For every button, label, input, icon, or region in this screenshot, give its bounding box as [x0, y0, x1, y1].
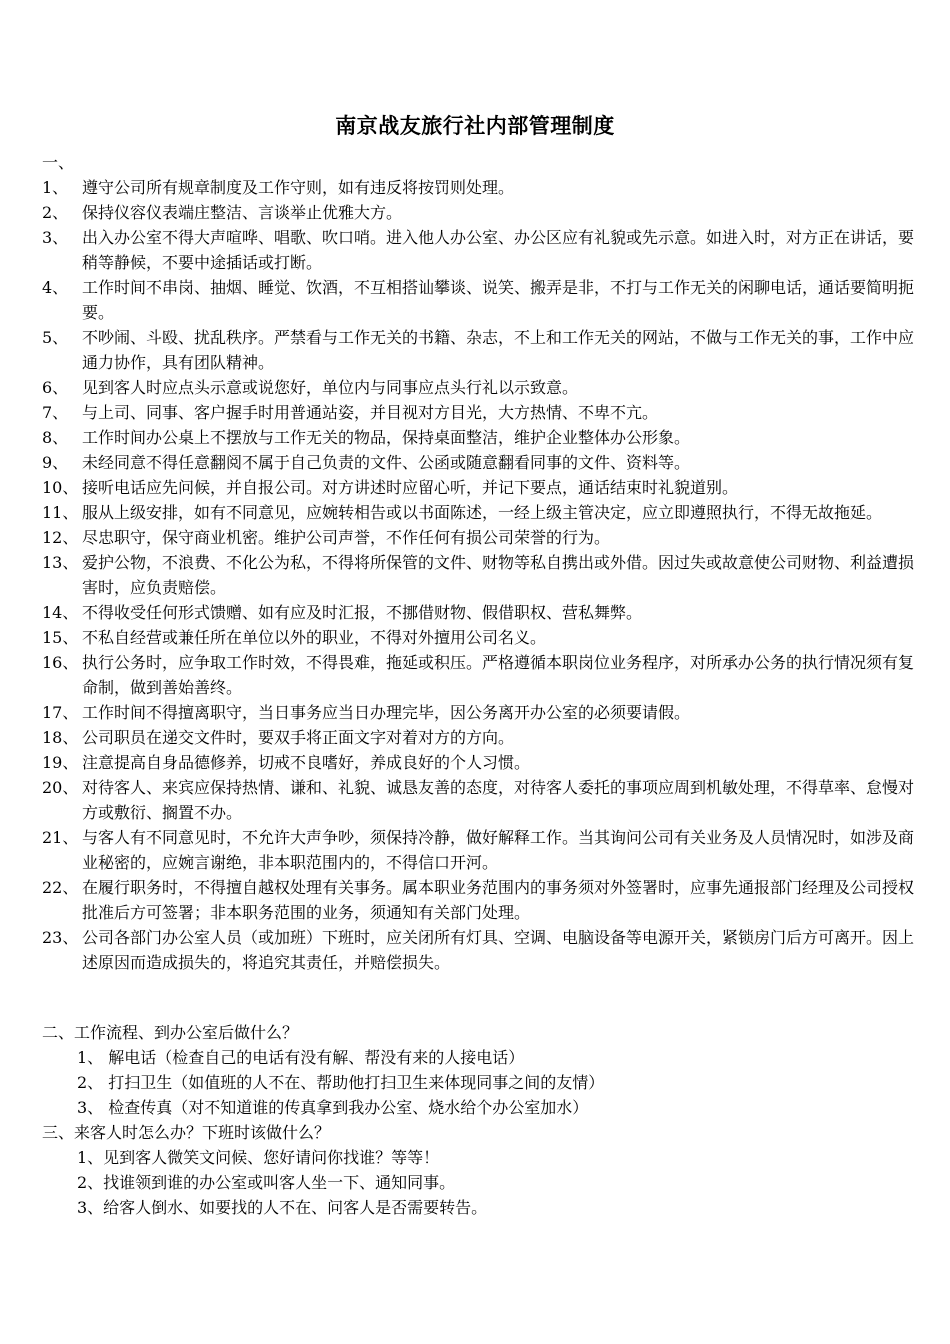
- rule-item: [42, 175, 922, 200]
- rule-text: 与上司、同事、客户握手时用普通站姿，并目视对方目光，大方热情、不卑不亢。: [82, 403, 659, 422]
- rule-item: [42, 700, 922, 725]
- rule-item: [42, 825, 922, 875]
- rule-item: [42, 375, 922, 400]
- rule-text: 公司各部门办公室人员（或加班）下班时，应关闭所有灯具、空调、电脑设备等电源开关，紧锁房门后方可离开。因上述原因而造成损失的，将追究其责任，并赔偿损失。: [82, 928, 915, 972]
- workflow-item: 1、 解电话（检查自己的电话有没有解、帮没有来的人接电话）: [77, 1048, 525, 1067]
- rule-number: 12、: [42, 528, 79, 547]
- rule-text: 未经同意不得任意翻阅不属于自己负责的文件、公函或随意翻看同事的文件、资料等。: [82, 453, 691, 472]
- rule-item: [42, 425, 922, 450]
- rule-number: 14、: [42, 603, 79, 622]
- rule-text: 执行公务时，应争取工作时效，不得畏难，拖延或积压。严格遵循本职岗位业务程序，对所承办公务的执行情况须有复命制，做到善始善终。: [82, 653, 915, 697]
- rule-text: 注意提高自身品德修养，切戒不良嗜好，养成良好的个人习惯。: [82, 753, 531, 772]
- rule-item: [42, 525, 922, 550]
- rule-text: 遵守公司所有规章制度及工作守则，如有违反将按罚则处理。: [82, 178, 515, 197]
- rule-number: 3、: [42, 228, 69, 247]
- rule-number: 4、: [42, 278, 69, 297]
- guest-item: 3、给客人倒水、如要找的人不在、问客人是否需要转告。: [77, 1198, 488, 1217]
- rule-number: 17、: [42, 703, 79, 722]
- rule-text: 公司职员在递交文件时，要双手将正面文字对着对方的方向。: [82, 728, 515, 747]
- rule-number: 7、: [42, 403, 69, 422]
- rule-text: 工作时间不串岗、抽烟、睡觉、饮酒，不互相搭讪攀谈、说笑、搬弄是非，不打与工作无关的闲聊电话，通话要简明扼要。: [82, 278, 915, 322]
- rule-item: [42, 875, 922, 925]
- rule-text: 不得收受任何形式馈赠、如有应及时汇报，不挪借财物、假借职权、营私舞弊。: [82, 603, 643, 622]
- rule-number: 11、: [42, 503, 79, 522]
- rule-item: [42, 200, 922, 225]
- section-rules: [42, 150, 922, 975]
- section-heading: 一、: [42, 153, 75, 172]
- section-heading: 三、来客人时怎么办？下班时该做什么？: [42, 1123, 331, 1142]
- rule-text: 接听电话应先问候，并自报公司。对方讲述时应留心听，并记下要点，通话结束时礼貌道别。: [82, 478, 739, 497]
- rule-text: 工作时间不得擅离职守，当日事务应当日办理完毕，因公务离开办公室的必须要请假。: [82, 703, 691, 722]
- rule-text: 服从上级安排，如有不同意见，应婉转相告或以书面陈述，一经上级主管决定，应立即遵照执行，不得无故拖延。: [82, 503, 883, 522]
- rule-text: 见到客人时应点头示意或说您好，单位内与同事应点头行礼以示致意。: [82, 378, 579, 397]
- guest-item: 1、见到客人微笑文问候、您好请问你找谁？等等！: [77, 1148, 440, 1167]
- rule-number: 22、: [42, 878, 79, 897]
- rule-item: [42, 275, 922, 325]
- rule-item: [42, 500, 922, 525]
- rule-item: [42, 225, 922, 275]
- document-title: 南京战友旅行社内部管理制度: [335, 113, 615, 138]
- rule-text: 在履行职务时，不得擅自越权处理有关事务。属本职业务范围内的事务须对外签署时，应事先通报部门经理及公司授权批准后方可签署；非本职务范围的业务，须通知有关部门处理。: [82, 878, 915, 922]
- rule-item: [42, 550, 922, 600]
- rule-item: [42, 450, 922, 475]
- rule-number: 13、: [42, 553, 79, 572]
- rule-number: 8、: [42, 428, 69, 447]
- rule-item: [42, 600, 922, 625]
- rule-number: 19、: [42, 753, 79, 772]
- rule-item: [42, 775, 922, 825]
- rule-text: 爱护公物，不浪费、不化公为私，不得将所保管的文件、财物等私自携出或外借。因过失或故意使公司财物、利益遭损害时，应负责赔偿。: [82, 553, 915, 597]
- guest-item: 2、找谁领到谁的办公室或叫客人坐一下、通知同事。: [77, 1173, 456, 1192]
- workflow-item: 2、 打扫卫生（如值班的人不在、帮助他打扫卫生来体现同事之间的友情）: [77, 1073, 605, 1092]
- rule-number: 15、: [42, 628, 79, 647]
- rule-number: 2、: [42, 203, 69, 222]
- rule-item: [42, 650, 922, 700]
- rule-text: 与客人有不同意见时，不允许大声争吵，须保持冷静，做好解释工作。当其询问公司有关业务及人员情况时，如涉及商业秘密的，应婉言谢绝，非本职范围内的，不得信口开河。: [82, 828, 915, 872]
- rule-text: 出入办公室不得大声喧哗、唱歌、吹口哨。进入他人办公室、办公区应有礼貌或先示意。如进入时，对方正在讲话，要稍等静候，不要中途插话或打断。: [82, 228, 915, 272]
- rule-item: [42, 475, 922, 500]
- rules-list: [42, 175, 922, 975]
- rule-number: 6、: [42, 378, 69, 397]
- rule-number: 1、: [42, 178, 69, 197]
- rule-text: 不私自经营或兼任所在单位以外的职业，不得对外擅用公司名义。: [82, 628, 547, 647]
- rule-item: [42, 925, 922, 975]
- workflow-item: 3、 检查传真（对不知道谁的传真拿到我办公室、烧水给个办公室加水）: [77, 1098, 589, 1117]
- section-workflow-and-guests: [42, 1020, 922, 1220]
- rule-item: [42, 625, 922, 650]
- rule-item: [42, 325, 922, 375]
- rule-text: 工作时间办公桌上不摆放与工作无关的物品，保持桌面整洁，维护企业整体办公形象。: [82, 428, 691, 447]
- rule-text: 尽忠职守，保守商业机密。维护公司声誉，不作任何有损公司荣誉的行为。: [82, 528, 611, 547]
- rule-text: 对待客人、来宾应保持热情、谦和、礼貌、诚恳友善的态度，对待客人委托的事项应周到机敏处理，不得草率、怠慢对方或敷衍、搁置不办。: [82, 778, 915, 822]
- rule-number: 5、: [42, 328, 69, 347]
- rule-number: 18、: [42, 728, 79, 747]
- rule-number: 20、: [42, 778, 79, 797]
- rule-number: 9、: [42, 453, 69, 472]
- rule-number: 16、: [42, 653, 79, 672]
- rule-item: [42, 400, 922, 425]
- rule-item: [42, 750, 922, 775]
- rule-number: 21、: [42, 828, 79, 847]
- rule-item: [42, 725, 922, 750]
- rule-number: 23、: [42, 928, 79, 947]
- section-heading: 二、工作流程、到办公室后做什么？: [42, 1023, 299, 1042]
- rule-number: 10、: [42, 478, 79, 497]
- rule-text: 保持仪容仪表端庄整洁、言谈举止优雅大方。: [82, 203, 403, 222]
- rule-text: 不吵闹、斗殴、扰乱秩序。严禁看与工作无关的书籍、杂志，不上和工作无关的网站，不做与工作无关的事，工作中应通力协作，具有团队精神。: [82, 328, 915, 372]
